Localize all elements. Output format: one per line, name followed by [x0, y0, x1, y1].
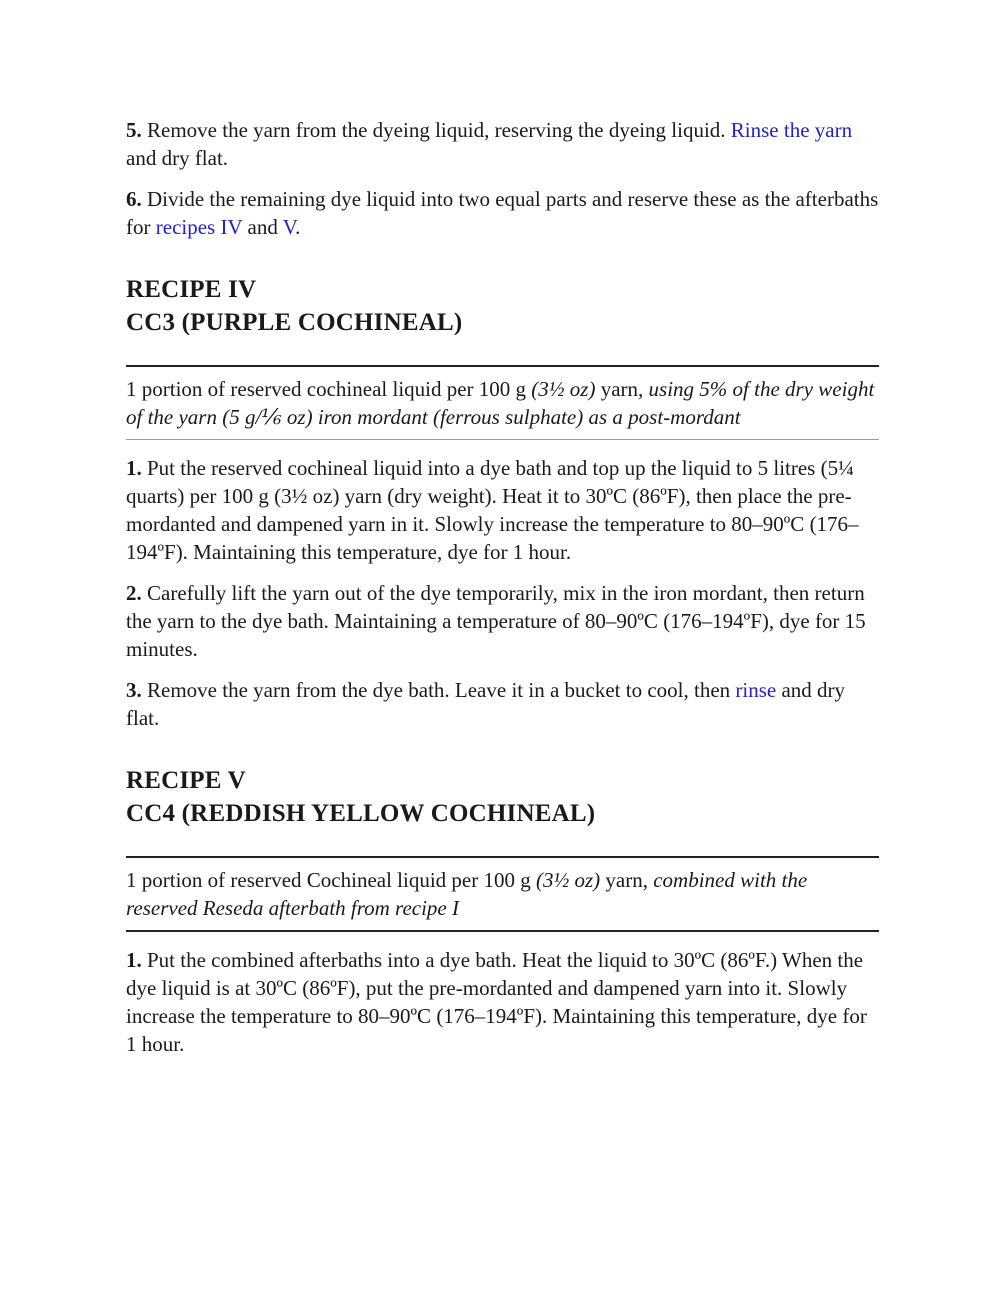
step-5 — [126, 116, 879, 172]
recipe-v-link[interactable]: V — [282, 215, 296, 239]
recipe-v-steps — [126, 946, 879, 1058]
step-number: 6. — [126, 187, 142, 211]
recipe-v-ingredients — [126, 866, 879, 922]
recipe-iv-step-3 — [126, 676, 879, 732]
step-text: Put the reserved cochineal liquid into a dye bath and top up the liquid to 5 litres (5¼ quarts) per 100 g (3½ oz) yarn (dry weight). Heat it to 30ºC (86ºF), then place the pre-mordanted and dampened yarn in it. Slowly increase the temperature to 80–90ºC (176–194ºF). Maintaining this temperature, dye for 1 hour. — [126, 456, 859, 564]
ingredients-italic: using 5% of the dry weight of the yarn (5 g/⅙ oz) iron mordant (ferrous sulphate) as a post-mordant — [126, 377, 875, 429]
step-text: Carefully lift the yarn out of the dye temporarily, mix in the iron mordant, then return the yarn to the dye bath. Maintaining a temperature of 80–90ºC (176–194ºF), dye for 15 minutes. — [126, 581, 866, 661]
ingredients-italic: (3½ oz) — [531, 377, 596, 401]
recipe-iv-heading — [126, 273, 879, 339]
step-text: and — [242, 215, 283, 239]
step-text: Remove the yarn from the dyeing liquid, reserving the dyeing liquid. — [141, 118, 731, 142]
divider — [126, 365, 879, 367]
recipe-iv-steps — [126, 454, 879, 732]
ingredients-italic: combined with the reserved Reseda afterbath from recipe I — [126, 868, 808, 920]
ingredients-text: yarn, — [595, 377, 649, 401]
step-text: and dry flat. — [126, 146, 229, 170]
recipe-iv-step-2 — [126, 579, 879, 663]
step-number: 2. — [126, 581, 142, 605]
recipes-iv-link[interactable]: recipes IV — [155, 215, 243, 239]
recipe-iv-ingredients — [126, 375, 879, 431]
recipe-iv-step-1 — [126, 454, 879, 566]
rinse-the-yarn-link[interactable]: Rinse the yarn — [730, 118, 853, 142]
rinse-link[interactable]: rinse — [735, 678, 777, 702]
step-number: 5. — [126, 118, 142, 142]
recipe-v-heading — [126, 764, 879, 830]
recipe-v-subtitle: CC4 (REDDISH YELLOW COCHINEAL) — [126, 800, 596, 827]
divider — [126, 439, 879, 440]
step-number: 1. — [126, 948, 142, 972]
divider — [126, 856, 879, 858]
ingredients-text: yarn, — [600, 868, 654, 892]
step-6 — [126, 185, 879, 241]
ingredients-italic: (3½ oz) — [535, 868, 601, 892]
recipe-iv-title: RECIPE IV — [126, 276, 257, 303]
ingredients-text: 1 portion of reserved cochineal liquid per 100 g — [126, 377, 532, 401]
recipe-iv-subtitle: CC3 (PURPLE COCHINEAL) — [126, 309, 463, 336]
step-text: Put the combined afterbaths into a dye bath. Heat the liquid to 30ºC (86ºF.) When the dye liquid is at 30ºC (86ºF), put the pre-mordanted and dampened yarn into it. Slowly increase the temperature to 80–90ºC (176–194ºF). Maintaining this temperature, dye for 1 hour. — [126, 948, 867, 1056]
step-number: 3. — [126, 678, 142, 702]
step-text: and dry flat. — [126, 678, 846, 730]
step-text: Remove the yarn from the dye bath. Leave it in a bucket to cool, then — [141, 678, 736, 702]
step-text: . — [295, 215, 301, 239]
step-text: Divide the remaining dye liquid into two equal parts and reserve these as the afterbaths for — [126, 187, 879, 239]
step-number: 1. — [126, 456, 142, 480]
divider — [126, 930, 879, 932]
recipe-v-title: RECIPE V — [126, 767, 246, 794]
ingredients-text: 1 portion of reserved Cochineal liquid per 100 g — [126, 868, 536, 892]
recipe-v-step-1 — [126, 946, 879, 1058]
